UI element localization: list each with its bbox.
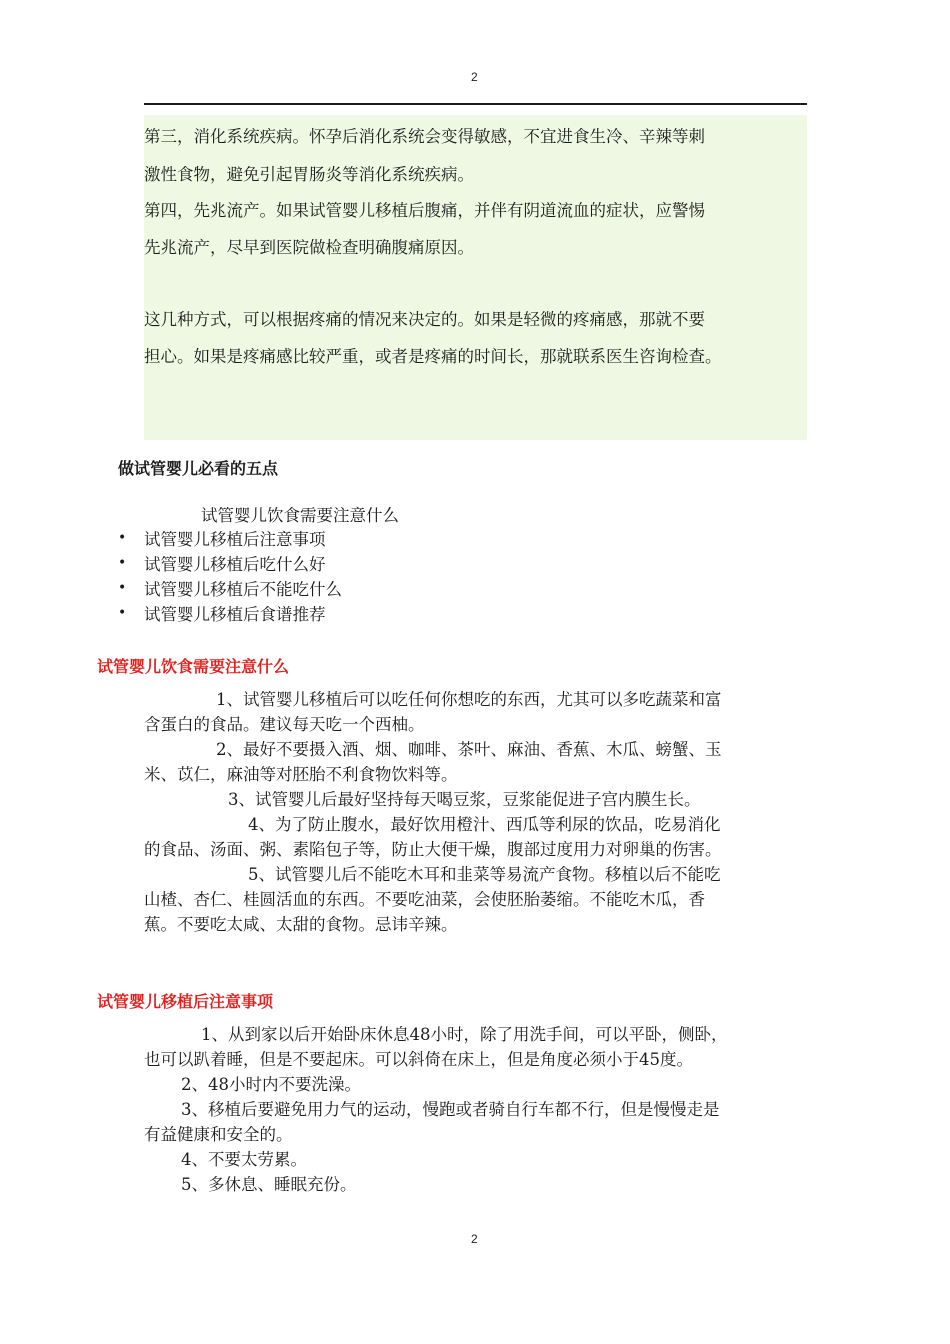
bullet-dot: •: [118, 580, 127, 596]
after-line-4: 3、移植后要避免用力气的运动，慢跑或者骑自行车都不行，但是慢慢走是: [181, 1100, 720, 1119]
diet-line-6: 4、为了防止腹水，最好饮用橙汁、西瓜等利尿的饮品，吃易消化: [248, 815, 721, 834]
after-line-3: 2、48小时内不要洗澡。: [181, 1075, 361, 1094]
five-points-item-3[interactable]: 试管婴儿移植后吃什么好: [144, 555, 326, 574]
five-points-title: 做试管婴儿必看的五点: [118, 459, 279, 478]
five-points-item-1[interactable]: 试管婴儿饮食需要注意什么: [201, 506, 399, 525]
five-points-item-4[interactable]: 试管婴儿移植后不能吃什么: [144, 580, 342, 599]
diet-line-10: 蕉。不要吃太咸、太甜的食物。忌讳辛辣。: [144, 915, 458, 934]
section-diet-title: 试管婴儿饮食需要注意什么: [97, 657, 290, 676]
after-line-2: 也可以趴着睡，但是不要起床。可以斜倚在床上，但是角度必须小于45度。: [144, 1050, 693, 1069]
after-line-7: 5、多休息、睡眠充份。: [181, 1175, 357, 1194]
diet-line-4: 米、苡仁，麻油等对胚胎不利食物饮料等。: [144, 765, 458, 784]
green-line-5: 这几种方式，可以根据疼痛的情况来决定的。如果是轻微的疼痛感，那就不要: [144, 310, 705, 329]
page-number-top: 2: [471, 70, 478, 84]
five-points-item-2[interactable]: 试管婴儿移植后注意事项: [144, 530, 326, 549]
bullet-dot: •: [118, 555, 127, 571]
green-line-6: 担心。如果是疼痛感比较严重，或者是疼痛的时间长，那就联系医生咨询检查。: [144, 347, 722, 366]
highlighted-block: [144, 115, 807, 440]
after-line-1: 1、从到家以后开始卧床休息48小时，除了用洗手间，可以平卧，侧卧，: [201, 1025, 728, 1044]
after-line-6: 4、不要太劳累。: [181, 1150, 307, 1169]
bullet-dot: •: [118, 605, 127, 621]
diet-line-8: 5、试管婴儿后不能吃木耳和韭菜等易流产食物。移植以后不能吃: [248, 865, 721, 884]
after-line-5: 有益健康和安全的。: [144, 1125, 293, 1144]
green-line-4: 先兆流产，尽早到医院做检查明确腹痛原因。: [144, 238, 474, 257]
green-line-3: 第四，先兆流产。如果试管婴儿移植后腹痛，并伴有阴道流血的症状，应警惕: [144, 201, 705, 220]
diet-line-5: 3、试管婴儿后最好坚持每天喝豆浆，豆浆能促进子宫内膜生长。: [228, 790, 701, 809]
green-line-2: 激性食物，避免引起胃肠炎等消化系统疾病。: [144, 165, 474, 184]
bullet-dot: •: [118, 530, 127, 546]
diet-line-1: 1、试管婴儿移植后可以吃任何你想吃的东西，尤其可以多吃蔬菜和富: [216, 690, 722, 709]
green-line-1: 第三，消化系统疾病。怀孕后消化系统会变得敏感，不宜进食生冷、辛辣等刺: [144, 127, 705, 146]
five-points-item-5[interactable]: 试管婴儿移植后食谱推荐: [144, 605, 326, 624]
page-number-bottom: 2: [471, 1232, 478, 1246]
section-after-title: 试管婴儿移植后注意事项: [97, 992, 274, 1011]
header-rule: [144, 103, 807, 105]
diet-line-3: 2、最好不要摄入酒、烟、咖啡、茶叶、麻油、香蕉、木瓜、螃蟹、玉: [216, 740, 722, 759]
diet-line-2: 含蛋白的食品。建议每天吃一个西柚。: [144, 715, 425, 734]
diet-line-7: 的食品、汤面、粥、素陷包子等，防止大便干燥，腹部过度用力对卵巢的伤害。: [144, 840, 722, 859]
diet-line-9: 山楂、杏仁、桂圆活血的东西。不要吃油菜，会使胚胎萎缩。不能吃木瓜，香: [144, 890, 705, 909]
